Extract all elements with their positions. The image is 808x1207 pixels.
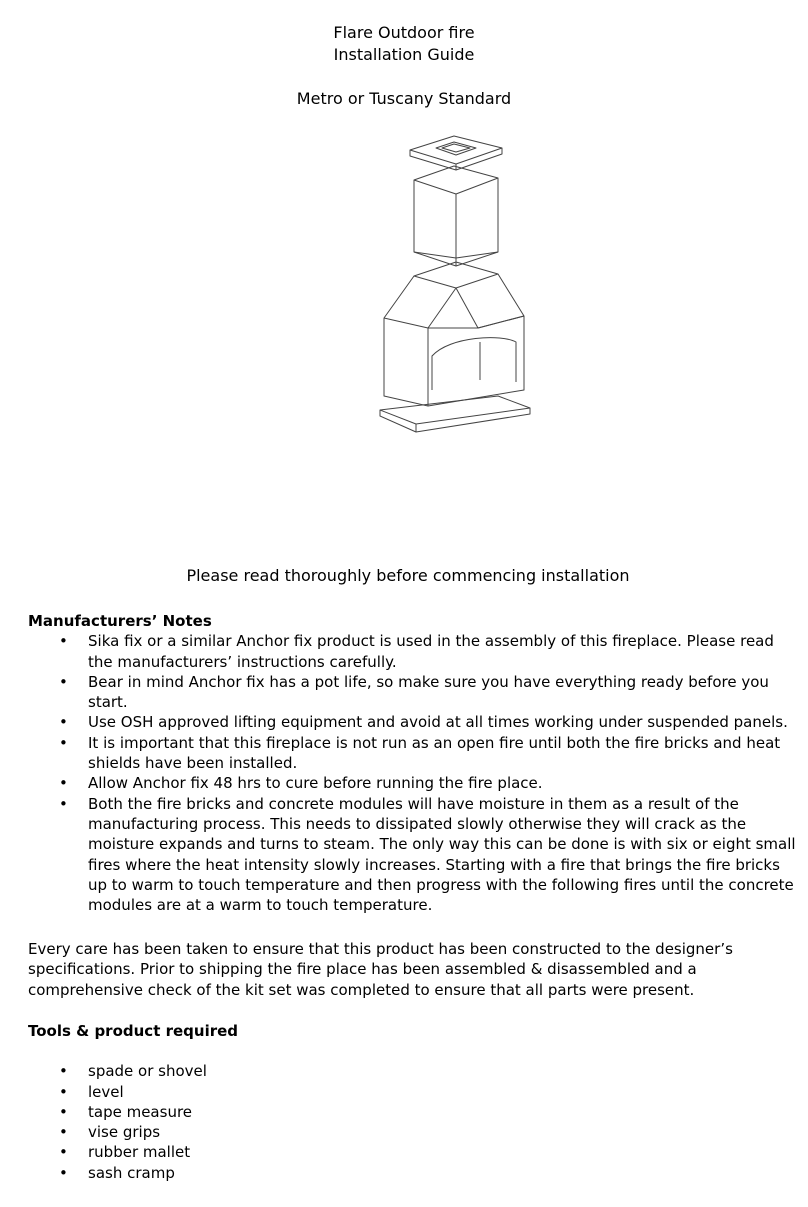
list-item: • tape measure [28,1102,798,1122]
firebox-section [384,262,524,406]
document-subtitle: Metro or Tuscany Standard [296,89,512,108]
fireplace-exploded-view-icon [370,128,540,438]
list-item: • rubber mallet [28,1142,798,1162]
tools-list [28,1061,798,1183]
read-thoroughly-note: Please read thoroughly before commencing installation [186,566,630,585]
hearth-base [380,396,530,432]
list-item: • Both the fire bricks and concrete modules will have moisture in them as a result of the manufacturing process. This needs to dissipated slowly otherwise they will crack as the moisture expands and turns to steam. The only way this can be done is with six or eight small fires where the heat intensity slowly increases. Starting with a fire that brings the fire bricks up to warm to touch temperature and then progress with the following fires until the concrete modules are at a warm to touch temperature. [28,794,798,916]
tools-section [28,1021,798,1183]
list-item: • sash cramp [28,1163,798,1183]
care-paragraph: Every care has been taken to ensure that this product has been constructed to the designer’s specifications. Prior to shipping the fire place has been assembled & disassembled and a comprehensive check of the kit set was completed to ensure that all parts were present. [28,940,733,999]
care-statement-section [28,939,798,1000]
list-item: • level [28,1082,798,1102]
manufacturers-notes-section [28,611,798,915]
list-item: • vise grips [28,1122,798,1142]
tools-heading: Tools & product required [28,1022,239,1040]
manufacturers-notes-list [28,631,798,915]
chimney-cap [410,136,502,170]
list-item: • Allow Anchor fix 48 hrs to cure before running the fire place. [28,773,798,793]
list-item: • It is important that this fireplace is not run as an open fire until both the fire bricks and heat shields have been installed. [28,733,798,774]
chimney-section [414,166,498,266]
list-item: • Use OSH approved lifting equipment and avoid at all times working under suspended panels. [28,712,798,732]
manufacturers-notes-heading: Manufacturers’ Notes [28,612,212,630]
list-item: • Bear in mind Anchor fix has a pot life, so make sure you have everything ready before you start. [28,672,798,713]
list-item: • spade or shovel [28,1061,798,1081]
title-line-2: Installation Guide [333,45,475,64]
list-item: • Sika fix or a similar Anchor fix product is used in the assembly of this fireplace. Please read the manufacturers’ instructions carefully. [28,631,798,672]
document-title [0,22,808,66]
title-line-1: Flare Outdoor fire [333,23,475,42]
